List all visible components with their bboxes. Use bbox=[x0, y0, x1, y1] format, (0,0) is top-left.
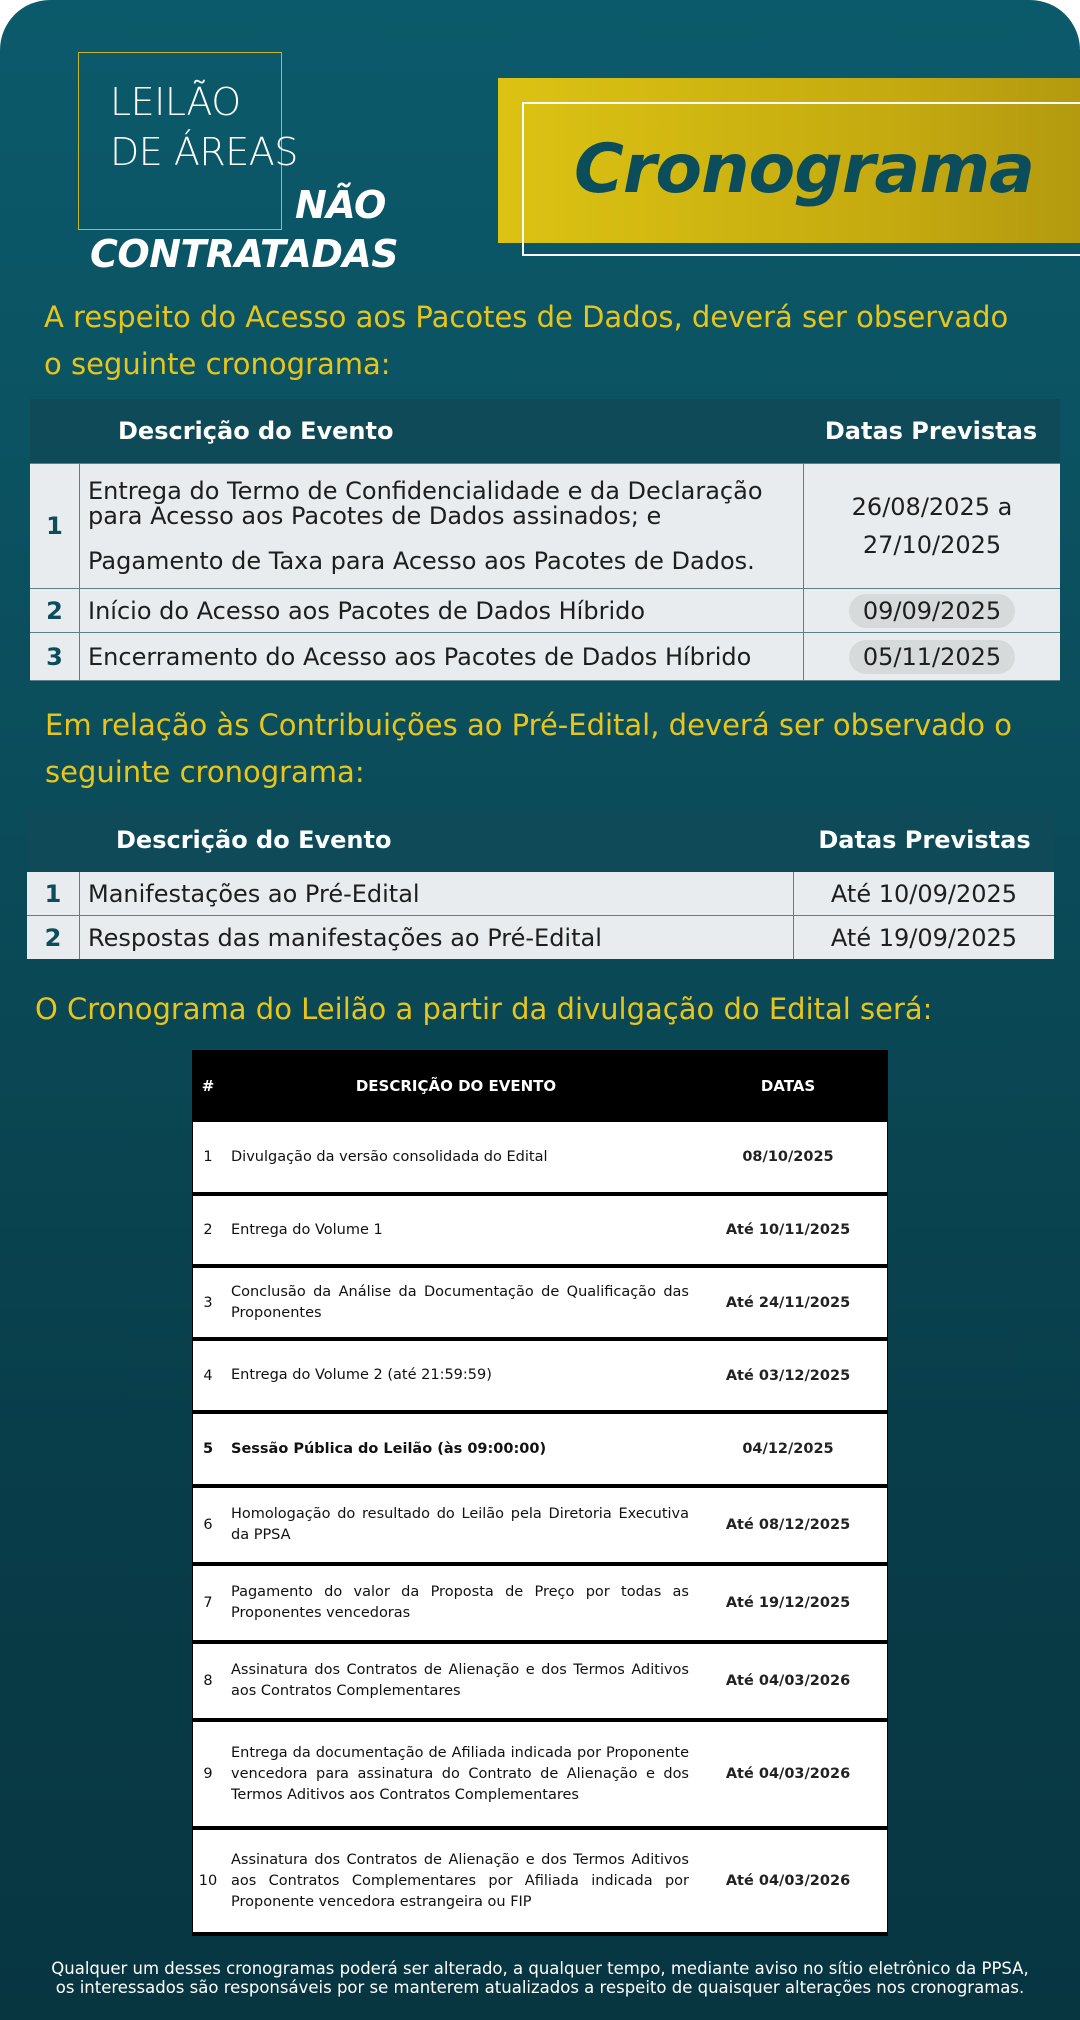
section2-header-desc: Descrição do Evento bbox=[116, 826, 392, 854]
row-description: Entrega do Volume 1 bbox=[231, 1221, 383, 1238]
date-pill: 09/09/2025 bbox=[849, 594, 1015, 628]
section1-header-desc: Descrição do Evento bbox=[118, 417, 394, 445]
table-row bbox=[193, 1566, 887, 1644]
row-number: 3 bbox=[203, 1294, 213, 1311]
row-description: Conclusão da Análise da Documentação de Qualificação das Proponentes bbox=[231, 1283, 689, 1321]
row-number: 6 bbox=[203, 1517, 213, 1533]
table-row bbox=[30, 633, 1060, 681]
table-row bbox=[193, 1341, 887, 1414]
header-date: DATAS bbox=[760, 1077, 816, 1095]
row-date: Até 24/11/2025 bbox=[725, 1294, 851, 1311]
row-number: 10 bbox=[198, 1873, 218, 1889]
section1-intro-line2: o seguinte cronograma: bbox=[44, 347, 391, 381]
table-row bbox=[27, 872, 1054, 916]
table-row bbox=[193, 1414, 887, 1488]
row-description: Sessão Pública do Leilão (às 09:00:00) bbox=[231, 1440, 547, 1457]
row-description: Pagamento do valor da Proposta de Preço por todas as Proponentes vencedoras bbox=[231, 1584, 689, 1621]
header-description: DESCRIÇÃO DO EVENTO bbox=[355, 1077, 557, 1095]
section2-table-header bbox=[27, 808, 1054, 872]
row-description: Manifestações ao Pré-Edital bbox=[80, 872, 794, 915]
row-number: 1 bbox=[30, 464, 80, 588]
table-row bbox=[193, 1644, 887, 1722]
row-date: 04/12/2025 bbox=[742, 1441, 834, 1457]
row-number: 8 bbox=[203, 1673, 213, 1689]
table-row bbox=[30, 463, 1060, 589]
row-number: 3 bbox=[30, 633, 80, 680]
row-number: 9 bbox=[203, 1766, 213, 1782]
row-description: Homologação do resultado do Leilão pela Diretoria Executiva da PPSA bbox=[231, 1506, 689, 1543]
row-date: 26/08/2025 a 27/10/2025 bbox=[851, 493, 1013, 559]
table-row bbox=[193, 1268, 887, 1341]
row-date: Até 19/12/2025 bbox=[725, 1595, 851, 1611]
row-description: Divulgação da versão consolidada do Edital bbox=[231, 1148, 548, 1165]
row-date bbox=[804, 589, 1060, 632]
row-date: Até 10/09/2025 bbox=[830, 879, 1018, 908]
row-description: Assinatura dos Contratos de Alienação e dos Termos Aditivos aos Contratos Complementares bbox=[231, 1662, 689, 1699]
row-date: Até 19/09/2025 bbox=[830, 923, 1018, 952]
row-date: Até 04/03/2026 bbox=[725, 1673, 851, 1689]
row-number: 2 bbox=[30, 589, 80, 632]
section2-intro-line1: Em relação às Contribuições ao Pré-Edital, deverá ser observado o bbox=[45, 708, 1012, 742]
section3-intro: O Cronograma do Leilão a partir da divulgação do Edital será: bbox=[35, 992, 933, 1026]
row-description: Respostas das manifestações ao Pré-Edital bbox=[80, 916, 794, 959]
section2-intro-line2: seguinte cronograma: bbox=[45, 755, 365, 789]
section1-intro bbox=[44, 294, 1008, 388]
row-number: 2 bbox=[27, 916, 80, 959]
logo-line-1: LEILÃO bbox=[110, 80, 241, 124]
table-row bbox=[30, 589, 1060, 633]
footer-note bbox=[0, 1959, 1080, 1997]
date-pill: 05/11/2025 bbox=[849, 640, 1015, 674]
footer-line1: Qualquer um desses cronogramas poderá ser alterado, a qualquer tempo, mediante aviso no sítio eletrônico da PPSA, bbox=[51, 1959, 1029, 1978]
row-date: Até 08/12/2025 bbox=[725, 1517, 851, 1533]
section1-table-header bbox=[30, 399, 1060, 463]
row-description: Assinatura dos Contratos de Alienação e dos Termos Aditivos aos Contratos Complementares por Afiliada indicada por Proponente vencedora estrangeira ou FIP bbox=[231, 1851, 689, 1910]
auction-table-header bbox=[193, 1050, 887, 1122]
row-description: Encerramento do Acesso aos Pacotes de Dados Híbrido bbox=[80, 633, 804, 680]
row-number: 1 bbox=[27, 872, 80, 915]
table-row bbox=[27, 916, 1054, 959]
row-number: 2 bbox=[203, 1222, 213, 1238]
section2-header-date: Datas Previstas bbox=[818, 826, 1031, 854]
row-date: Até 10/11/2025 bbox=[725, 1222, 851, 1238]
section1-intro-line1: A respeito do Acesso aos Pacotes de Dados, deverá ser observado bbox=[44, 300, 1009, 334]
row-date: Até 04/03/2026 bbox=[725, 1766, 851, 1782]
row-number: 4 bbox=[203, 1367, 213, 1384]
row-date: Até 03/12/2025 bbox=[725, 1367, 851, 1384]
row-description: Entrega do Termo de Confidencialidade e da Declaração para Acesso aos Pacotes de Dados assinados; e Pagamento de Taxa para Acesso aos Pacotes de Dados. bbox=[80, 464, 804, 588]
row-description: Início do Acesso aos Pacotes de Dados Híbrido bbox=[80, 589, 804, 632]
row-description: Entrega do Volume 2 (até 21:59:59) bbox=[231, 1367, 492, 1383]
table-row bbox=[193, 1722, 887, 1830]
row-date bbox=[804, 633, 1060, 680]
auction-schedule-table bbox=[192, 1050, 888, 1936]
row-number: 7 bbox=[203, 1595, 213, 1611]
row-number: 1 bbox=[203, 1149, 213, 1165]
logo-line-3: NÃO bbox=[295, 183, 386, 227]
page-title: Cronograma bbox=[573, 130, 1035, 209]
logo-line-2: DE ÁREAS bbox=[110, 130, 298, 174]
table-row bbox=[193, 1830, 887, 1936]
row-date: Até 04/03/2026 bbox=[725, 1873, 851, 1889]
row-date: 08/10/2025 bbox=[742, 1149, 834, 1165]
table-row bbox=[193, 1488, 887, 1566]
logo-line-4: CONTRATADAS bbox=[90, 232, 399, 276]
section1-header-date: Datas Previstas bbox=[824, 417, 1038, 445]
table-row bbox=[193, 1196, 887, 1268]
table-row bbox=[193, 1122, 887, 1196]
footer-line2: os interessados são responsáveis por se manterem atualizados a respeito de quaisquer alterações nos cronogramas. bbox=[55, 1978, 1025, 1997]
section2-intro bbox=[45, 702, 1012, 796]
header-number: # bbox=[201, 1077, 215, 1095]
row-description: Entrega da documentação de Afiliada indicada por Proponente vencedora para assinatura do Contrato de Alienação e dos Termos Aditivos aos Contratos Complementares bbox=[231, 1744, 689, 1803]
row-number: 5 bbox=[202, 1441, 214, 1457]
